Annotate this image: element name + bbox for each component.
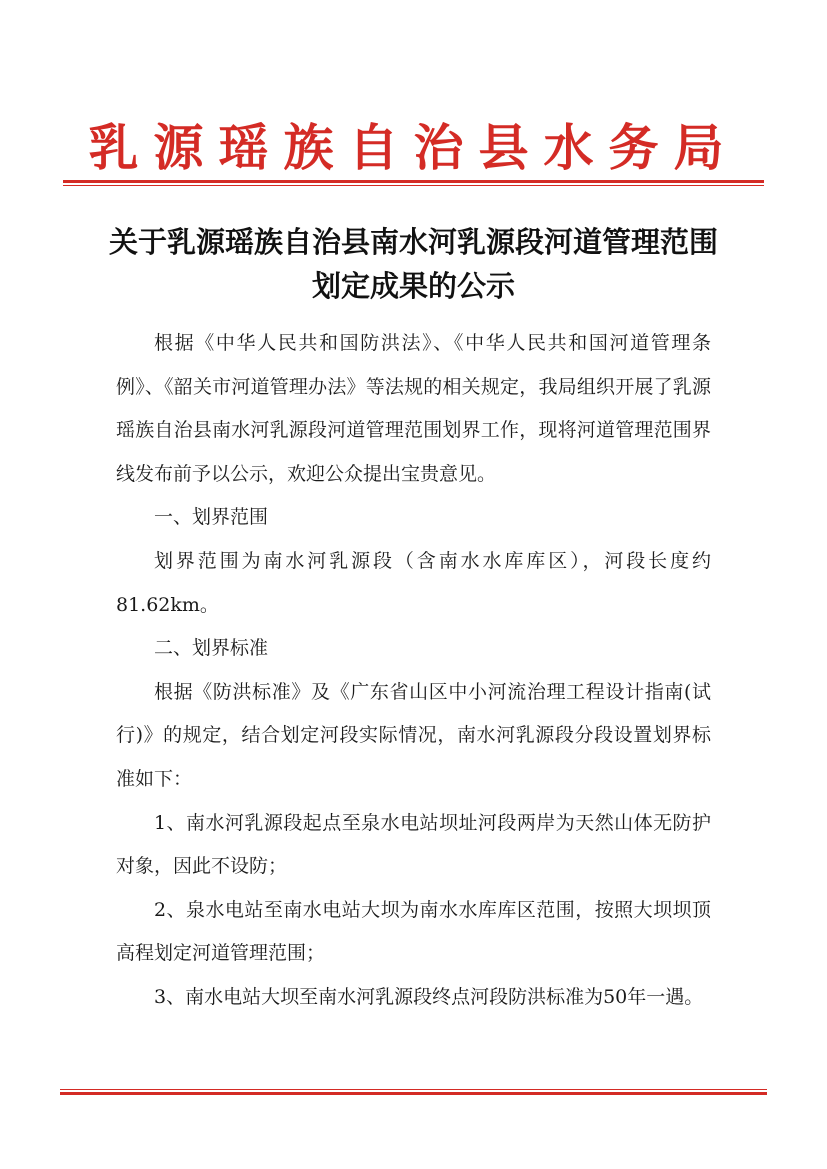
letterhead-org-name: 乳源瑶族自治县水务局 [88, 118, 739, 177]
footer-divider-thick [60, 1092, 767, 1095]
list-item-standard-3: 3、南水电站大坝至南水河乳源段终点河段防洪标准为50年一遇。 [154, 985, 704, 1008]
list-item-standard-2: 2、泉水电站至南水电站大坝为南水水库库区范围，按照大坝坝顶高程划定河道管理范围； [116, 898, 711, 965]
section-heading-scope: 一、划界范围 [154, 506, 269, 529]
list-item-standard-1: 1、南水河乳源段起点至泉水电站坝址河段两岸为天然山体无防护对象，因此不设防； [116, 811, 711, 878]
paragraph-intro: 根据《中华人民共和国防洪法》、《中华人民共和国河道管理条例》、《韶关市河道管理办法》等法规的相关规定，我局组织开展了乳源瑶族自治县南水河乳源段河道管理范围划界工作，现将河道管理范围界线发布前予以公示，欢迎公众提出宝贵意见。 [116, 332, 711, 485]
paragraph-scope: 划界范围为南水河乳源段（含南水水库库区），河段长度约81.62km。 [116, 549, 711, 616]
letterhead-divider-thick [63, 180, 764, 183]
section-heading-standard: 二、划界标准 [154, 637, 269, 660]
letterhead-divider-thin [63, 185, 764, 186]
document-title: 关于乳源瑶族自治县南水河乳源段河道管理范围划定成果的公示 [108, 225, 718, 303]
document-body [116, 322, 711, 1020]
footer-divider [60, 1089, 767, 1096]
paragraph-standard: 根据《防洪标准》及《广东省山区中小河流治理工程设计指南(试行)》的规定，结合划定河段实际情况，南水河乳源段分段设置划界标准如下： [116, 680, 711, 790]
letterhead-divider [63, 180, 764, 187]
footer-divider-thin [60, 1089, 767, 1090]
